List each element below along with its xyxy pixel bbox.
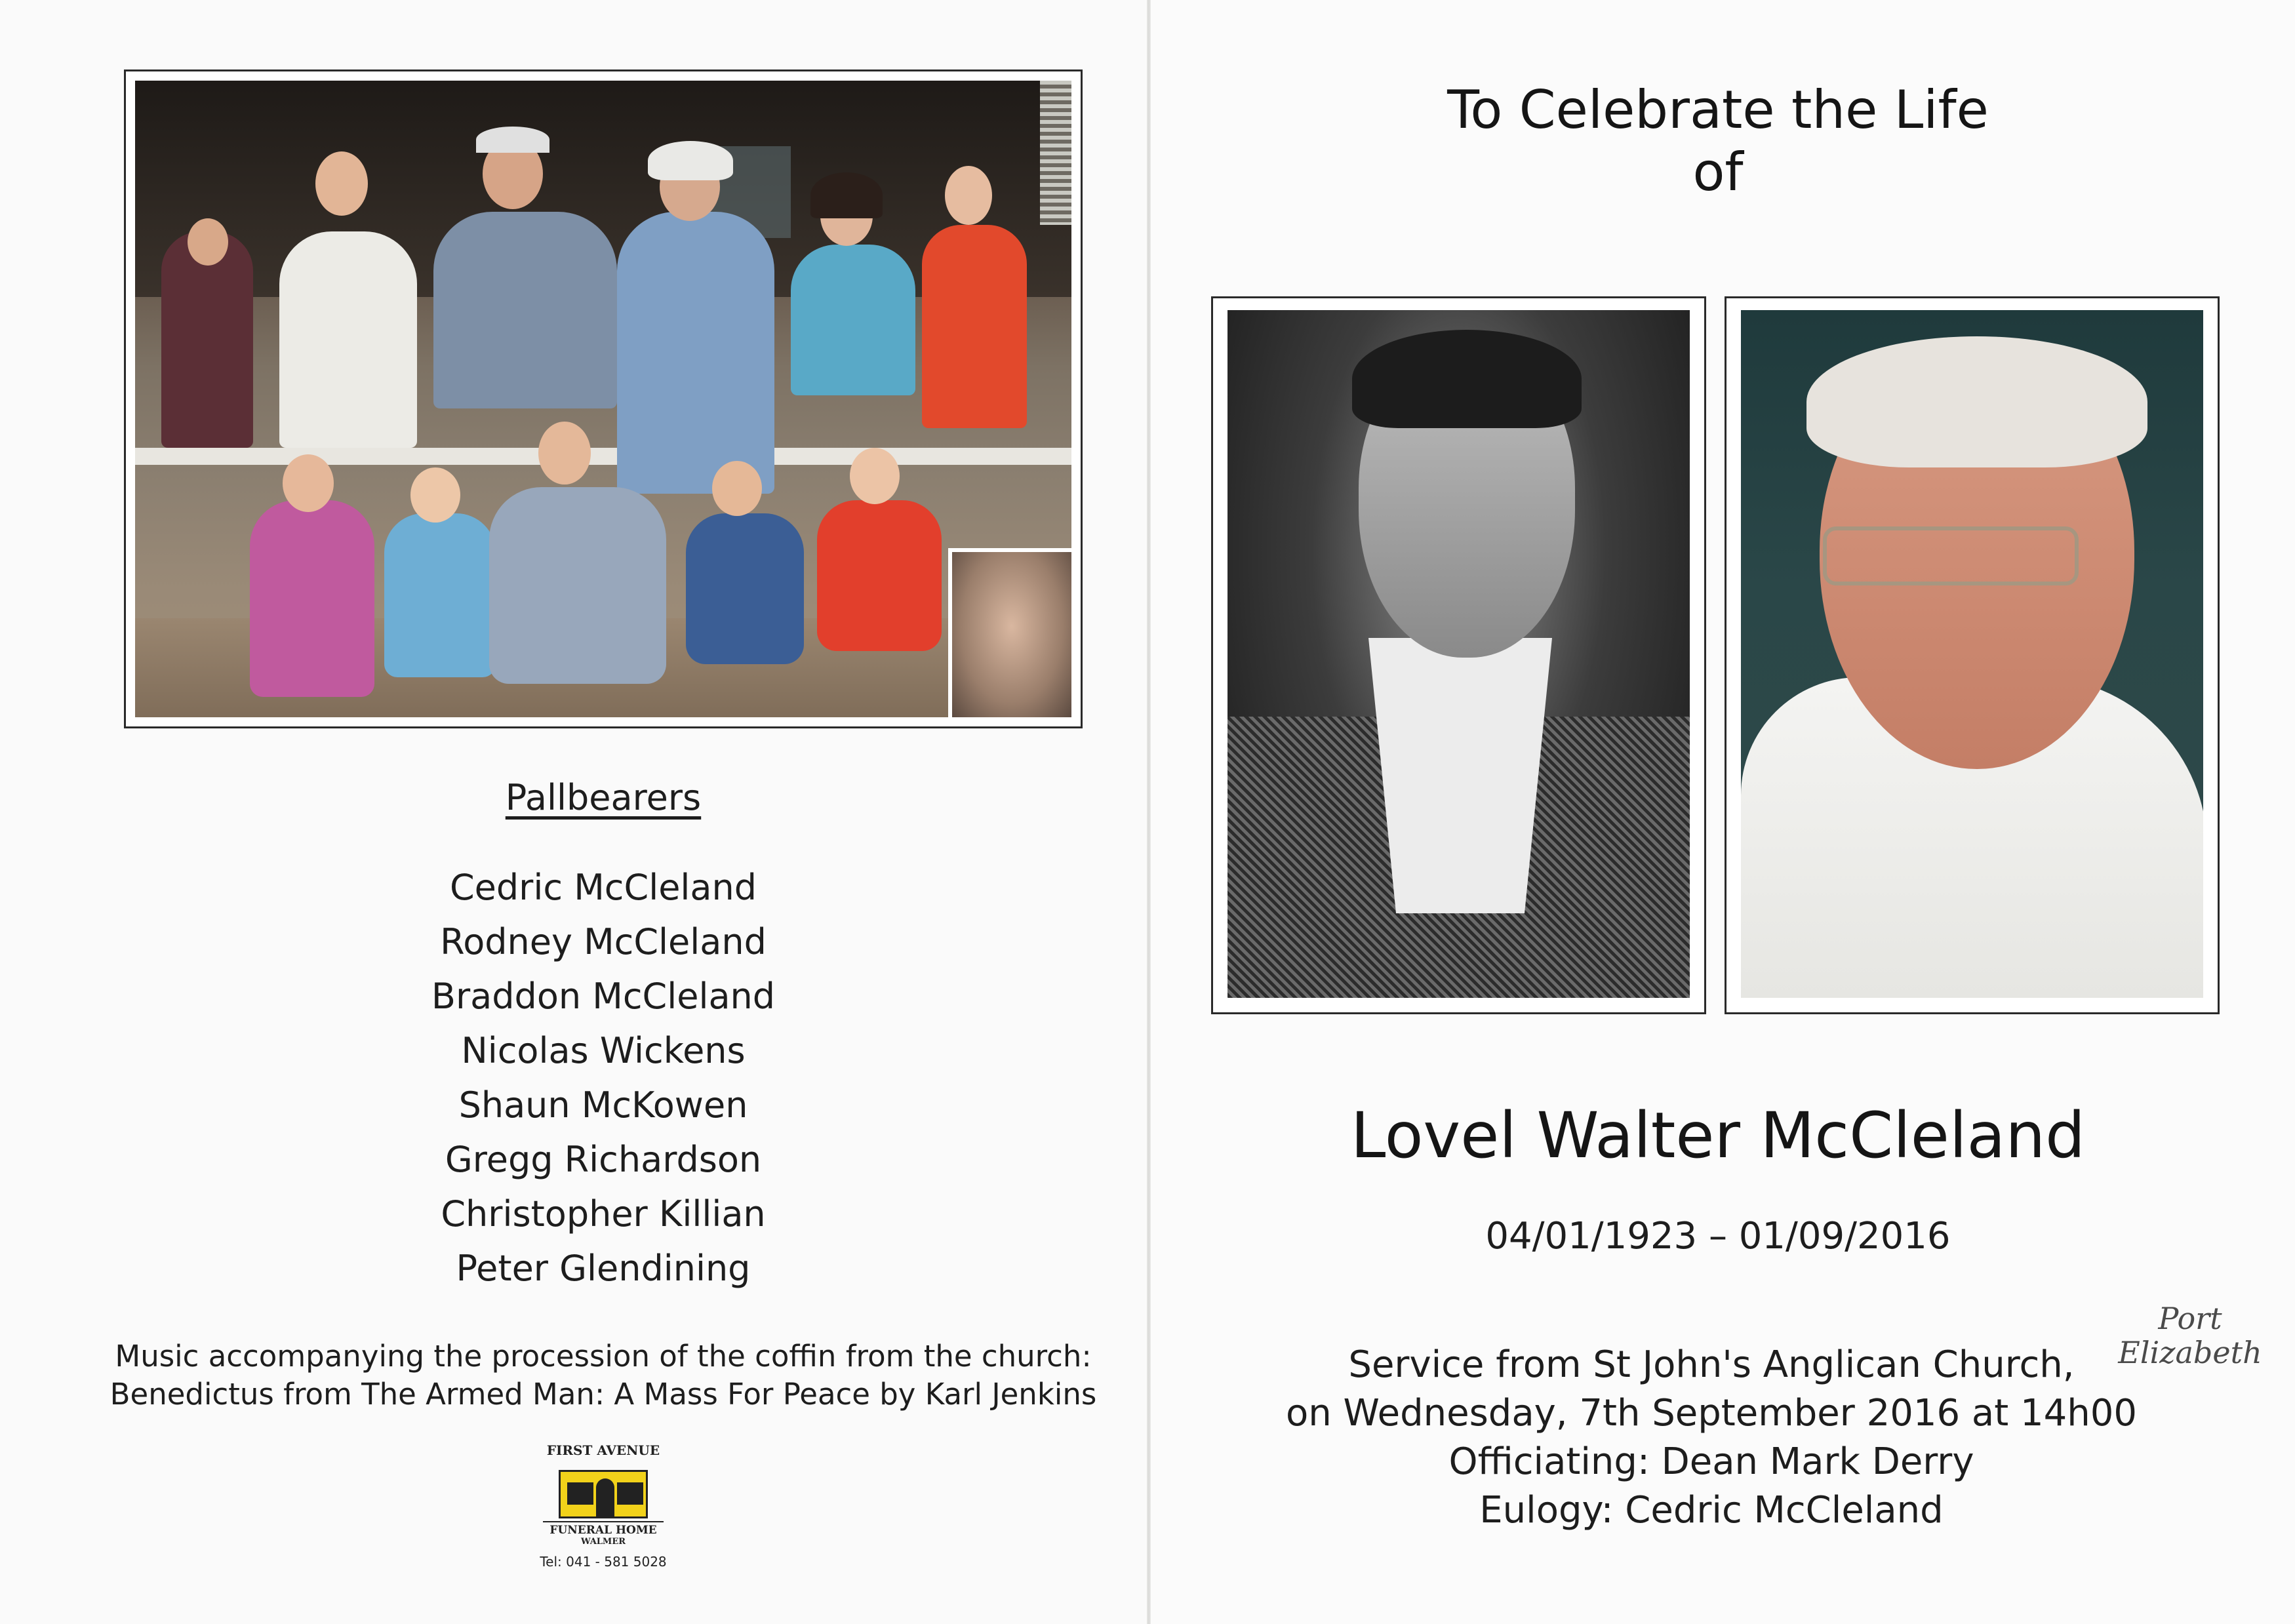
service-line-location: Service from St John's Anglican Church, xyxy=(1348,1343,2075,1386)
celebrate-heading-line1: To Celebrate the Life xyxy=(1447,79,1989,140)
handwritten-note-line1: Port xyxy=(2158,1301,2222,1336)
young-portrait-image xyxy=(1227,310,1690,998)
service-line-officiating: Officiating: Dean Mark Derry xyxy=(1448,1440,1974,1483)
telephone-number: Tel: 041 - 581 5028 xyxy=(540,1554,667,1570)
logo-arc-text: FIRST AVENUE xyxy=(546,1442,660,1458)
list-item: Gregg Richardson xyxy=(445,1139,762,1180)
music-note-line1: Music accompanying the procession of the coffin from the church: xyxy=(115,1339,1092,1374)
young-portrait-photo xyxy=(1211,296,1706,1014)
service-line-date: on Wednesday, 7th September 2016 at 14h00 xyxy=(1286,1392,2137,1435)
list-item: Shaun McKowen xyxy=(458,1084,748,1126)
deceased-name: Lovel Walter McCleland xyxy=(1350,1099,2086,1172)
funeral-home-logo xyxy=(543,1442,664,1547)
music-note-line2: Benedictus from The Armed Man: A Mass For Peace by Karl Jenkins xyxy=(110,1377,1097,1412)
service-line-eulogy: Eulogy: Cedric McCleland xyxy=(1479,1489,1944,1532)
elder-portrait-image xyxy=(1741,310,2203,998)
pallbearers-list xyxy=(341,860,866,1296)
logo-name: FUNERAL HOME xyxy=(543,1521,664,1537)
family-photo xyxy=(124,69,1083,728)
list-item: Braddon McCleland xyxy=(431,976,776,1017)
family-photo-image xyxy=(135,81,1071,717)
elder-portrait-photo xyxy=(1725,296,2220,1014)
list-item: Cedric McCleland xyxy=(449,867,757,908)
building-icon xyxy=(559,1470,648,1518)
baby-photo-inset xyxy=(948,548,1071,717)
list-item: Rodney McCleland xyxy=(440,921,767,962)
handwritten-note xyxy=(2085,1301,2295,1370)
life-dates: 04/01/1923 – 01/09/2016 xyxy=(1485,1215,1951,1258)
music-note xyxy=(59,1337,1148,1414)
pallbearers-heading: Pallbearers xyxy=(505,777,702,818)
service-details xyxy=(1213,1341,2210,1535)
list-item: Nicolas Wickens xyxy=(461,1030,746,1071)
handwritten-note-line2: Elizabeth xyxy=(2118,1335,2262,1370)
list-item: Peter Glendining xyxy=(456,1248,751,1289)
celebrate-heading-line2: of xyxy=(1692,142,1744,203)
list-item: Christopher Killian xyxy=(441,1193,766,1235)
logo-subtitle: WALMER xyxy=(580,1537,626,1547)
celebrate-heading xyxy=(1387,79,2049,203)
